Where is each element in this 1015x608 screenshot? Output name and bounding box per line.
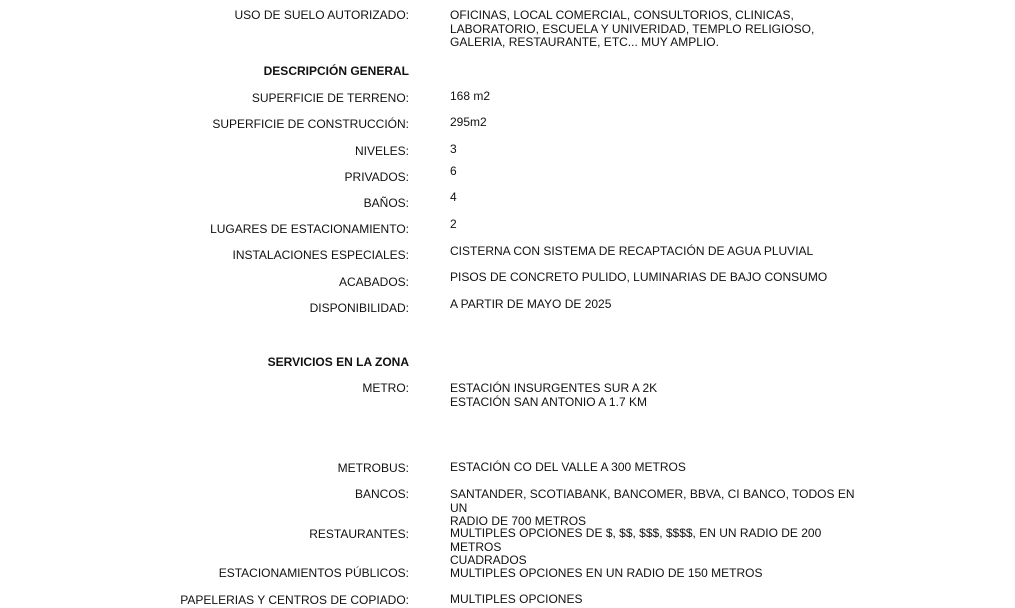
acabados-label: ACABADOS: (338, 275, 409, 289)
servicios-heading: SERVICIOS EN LA ZONA (267, 355, 409, 369)
disponibilidad-label: DISPONIBILIDAD: (309, 301, 409, 315)
superficie-terreno-value: 168 m2 (450, 89, 491, 103)
metro-value: ESTACIÓN INSURGENTES SUR A 2K ESTACIÓN SAN ANTONIO A 1.7 KM (450, 381, 658, 409)
descripcion-heading: DESCRIPCIÓN GENERAL (263, 64, 409, 78)
restaurantes-value: MULTIPLES OPCIONES DE $, $$, $$$, $$$$, EN UN RADIO DE 200 METROS CUADRADOS (450, 526, 822, 567)
banos-label: BAÑOS: (363, 196, 409, 210)
uso-suelo-value: OFICINAS, LOCAL COMERCIAL, CONSULTORIOS, CLINICAS, LABORATORIO, ESCUELA Y UNIVERIDAD, TEMPLO RELIGIOSO, GALERIA, RESTAURANTE, ETC... MUY AMPLIO. (450, 8, 815, 49)
restaurantes-label: RESTAURANTES: (309, 527, 409, 541)
uso-suelo-label: USO DE SUELO AUTORIZADO: (234, 8, 409, 22)
banos-value: 4 (450, 190, 457, 204)
papelerias-label: PAPELERIAS Y CENTROS DE COPIADO: (180, 593, 409, 607)
superficie-construccion-value: 295m2 (450, 115, 487, 129)
bancos-value: SANTANDER, SCOTIABANK, BANCOMER, BBVA, CI BANCO, TODOS EN UN RADIO DE 700 METROS (450, 487, 855, 528)
metrobus-value: ESTACIÓN CO DEL VALLE A 300 METROS (450, 460, 686, 474)
papelerias-value: MULTIPLES OPCIONES (450, 592, 583, 606)
estacionamientos-publicos-label: ESTACIONAMIENTOS PÚBLICOS: (218, 566, 409, 580)
niveles-label: NIVELES: (354, 144, 409, 158)
niveles-value: 3 (450, 142, 457, 156)
estacionamientos-publicos-value: MULTIPLES OPCIONES EN UN RADIO DE 150 METROS (450, 566, 763, 580)
privados-label: PRIVADOS: (344, 170, 409, 184)
estacionamiento-label: LUGARES DE ESTACIONAMIENTO: (210, 222, 409, 236)
metro-label: METRO: (362, 381, 409, 395)
bancos-label: BANCOS: (354, 487, 409, 501)
instalaciones-value: CISTERNA CON SISTEMA DE RECAPTACIÓN DE AGUA PLUVIAL (450, 244, 814, 258)
acabados-value: PISOS DE CONCRETO PULIDO, LUMINARIAS DE BAJO CONSUMO (450, 270, 828, 284)
estacionamiento-value: 2 (450, 217, 457, 231)
disponibilidad-value: A PARTIR DE MAYO DE 2025 (450, 297, 612, 311)
superficie-terreno-label: SUPERFICIE DE TERRENO: (251, 91, 409, 105)
superficie-construccion-label: SUPERFICIE DE CONSTRUCCIÓN: (212, 117, 409, 131)
privados-value: 6 (450, 164, 457, 178)
metrobus-label: METROBUS: (337, 461, 409, 475)
instalaciones-label: INSTALACIONES ESPECIALES: (232, 248, 409, 262)
